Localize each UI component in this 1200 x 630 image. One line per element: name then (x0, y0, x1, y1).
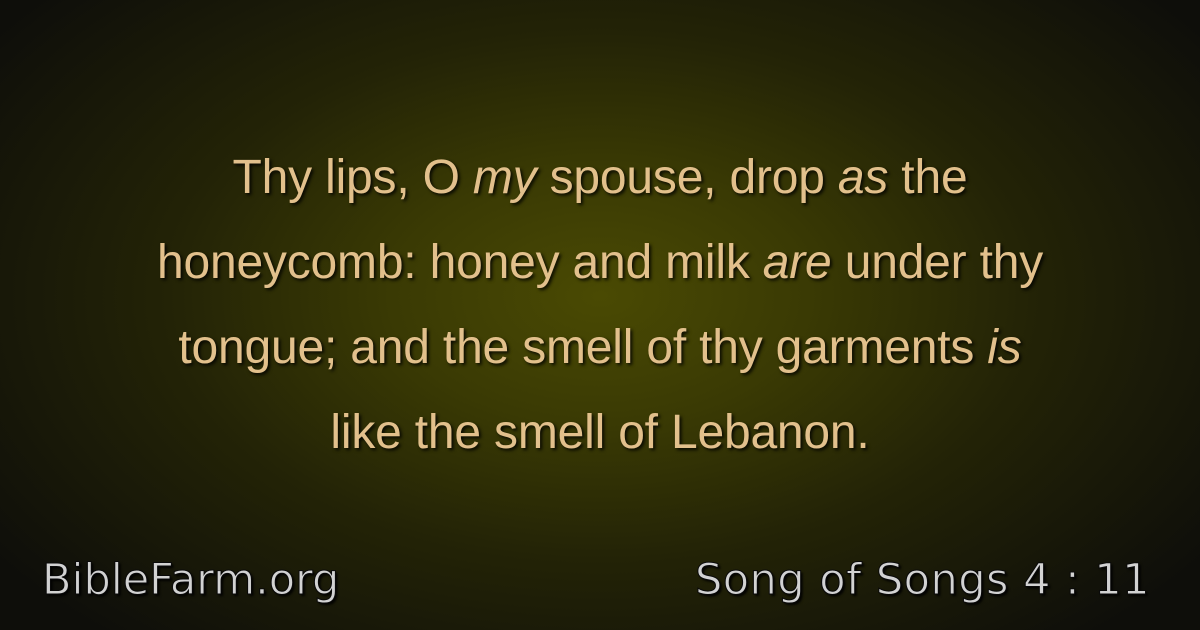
verse-text (45, 135, 1155, 475)
site-name: BibleFarm.org (42, 555, 340, 605)
verse-line-2: honeycomb: honey and milk are under thy (156, 236, 1044, 289)
italic-word: are (762, 236, 832, 289)
italic-word: my (472, 151, 537, 204)
verse-line-1: Thy lips, O my spouse, drop as the (232, 151, 968, 204)
verse-reference: Song of Songs 4 : 11 (694, 555, 1150, 605)
italic-word: is (987, 321, 1022, 374)
verse-line-4: like the smell of Lebanon. (330, 406, 870, 459)
italic-word: as (837, 151, 889, 204)
verse-line-3: tongue; and the smell of thy garments is (178, 321, 1022, 374)
